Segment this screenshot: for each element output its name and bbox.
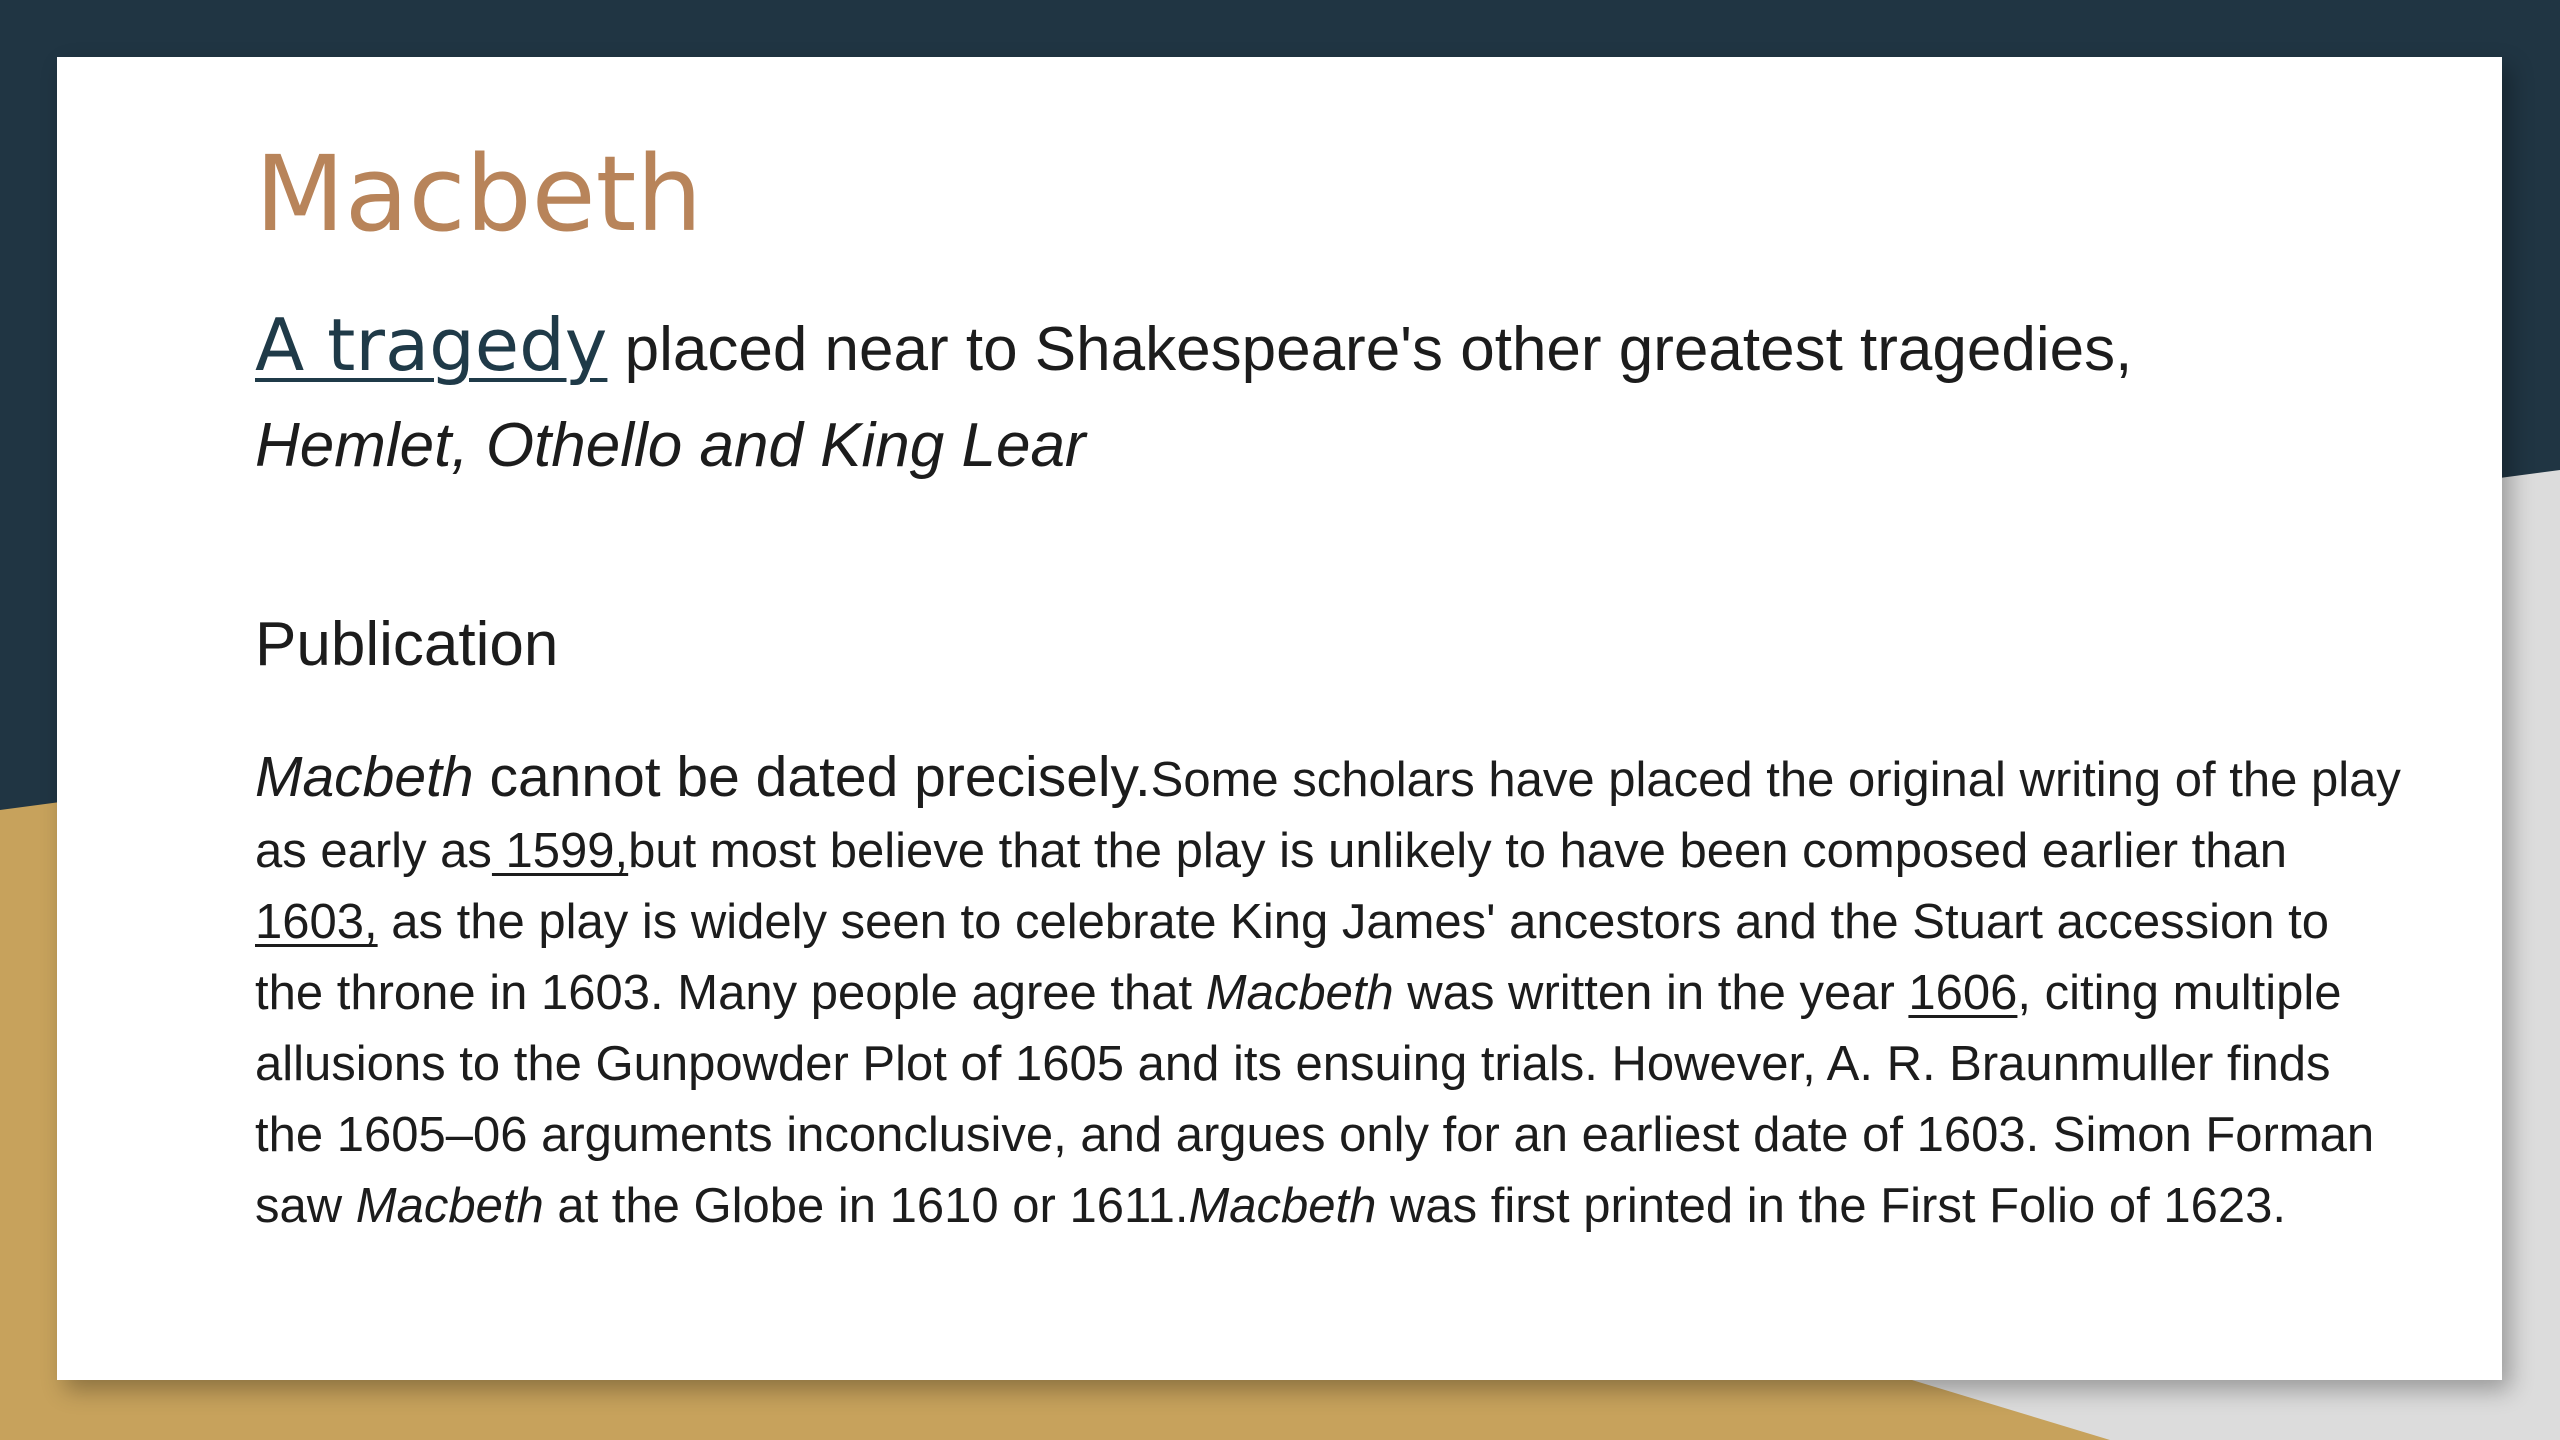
year-1603-link[interactable]: 1603, (255, 895, 378, 949)
publication-paragraph (255, 742, 2405, 1242)
lead-sentence (255, 745, 1151, 809)
play-name: Macbeth (355, 1179, 544, 1233)
year-1606-link[interactable]: 1606 (1908, 966, 2018, 1020)
lead-text: cannot be dated precisely. (473, 745, 1151, 809)
play-name: Macbeth (255, 745, 474, 809)
body-text: Some scholars have placed the original writing of the play as early as (255, 753, 2401, 878)
section-heading: Publication (255, 610, 559, 679)
body-text: was first printed in the First Folio of 1623. (1376, 1179, 2286, 1233)
year-1599-link[interactable]: 1599, (491, 824, 629, 878)
body-text: was written in the year (1393, 966, 1909, 1020)
tragedy-link[interactable]: A tragedy (255, 303, 608, 387)
body-text: but most believe that the play is unlikely to have been composed earlier than (628, 824, 2287, 878)
body-text: , citing multiple allusions to the Gunpowder Plot of 1605 and its ensuing trials. However, A. R. Braunmuller finds the 1605–06 arguments inconclusive, and argues only for an earliest date of 1603. Simon Forman saw (255, 966, 2375, 1233)
slide-subtitle (255, 297, 2405, 494)
slide-title: Macbeth (255, 133, 703, 255)
slide-card (57, 57, 2502, 1380)
subtitle-works: Hemlet, Othello and King Lear (255, 411, 1086, 480)
body-text: as the play is widely seen to celebrate King James' ancestors and the Stuart accession to the throne in 1603. Many people agree that (255, 895, 2329, 1020)
play-name: Macbeth (1205, 966, 1394, 1020)
subtitle-text: placed near to Shakespeare's other greatest tragedies, (607, 315, 2133, 384)
play-name: Macbeth (1188, 1179, 1377, 1233)
body-text: at the Globe in 1610 or 1611. (543, 1179, 1189, 1233)
